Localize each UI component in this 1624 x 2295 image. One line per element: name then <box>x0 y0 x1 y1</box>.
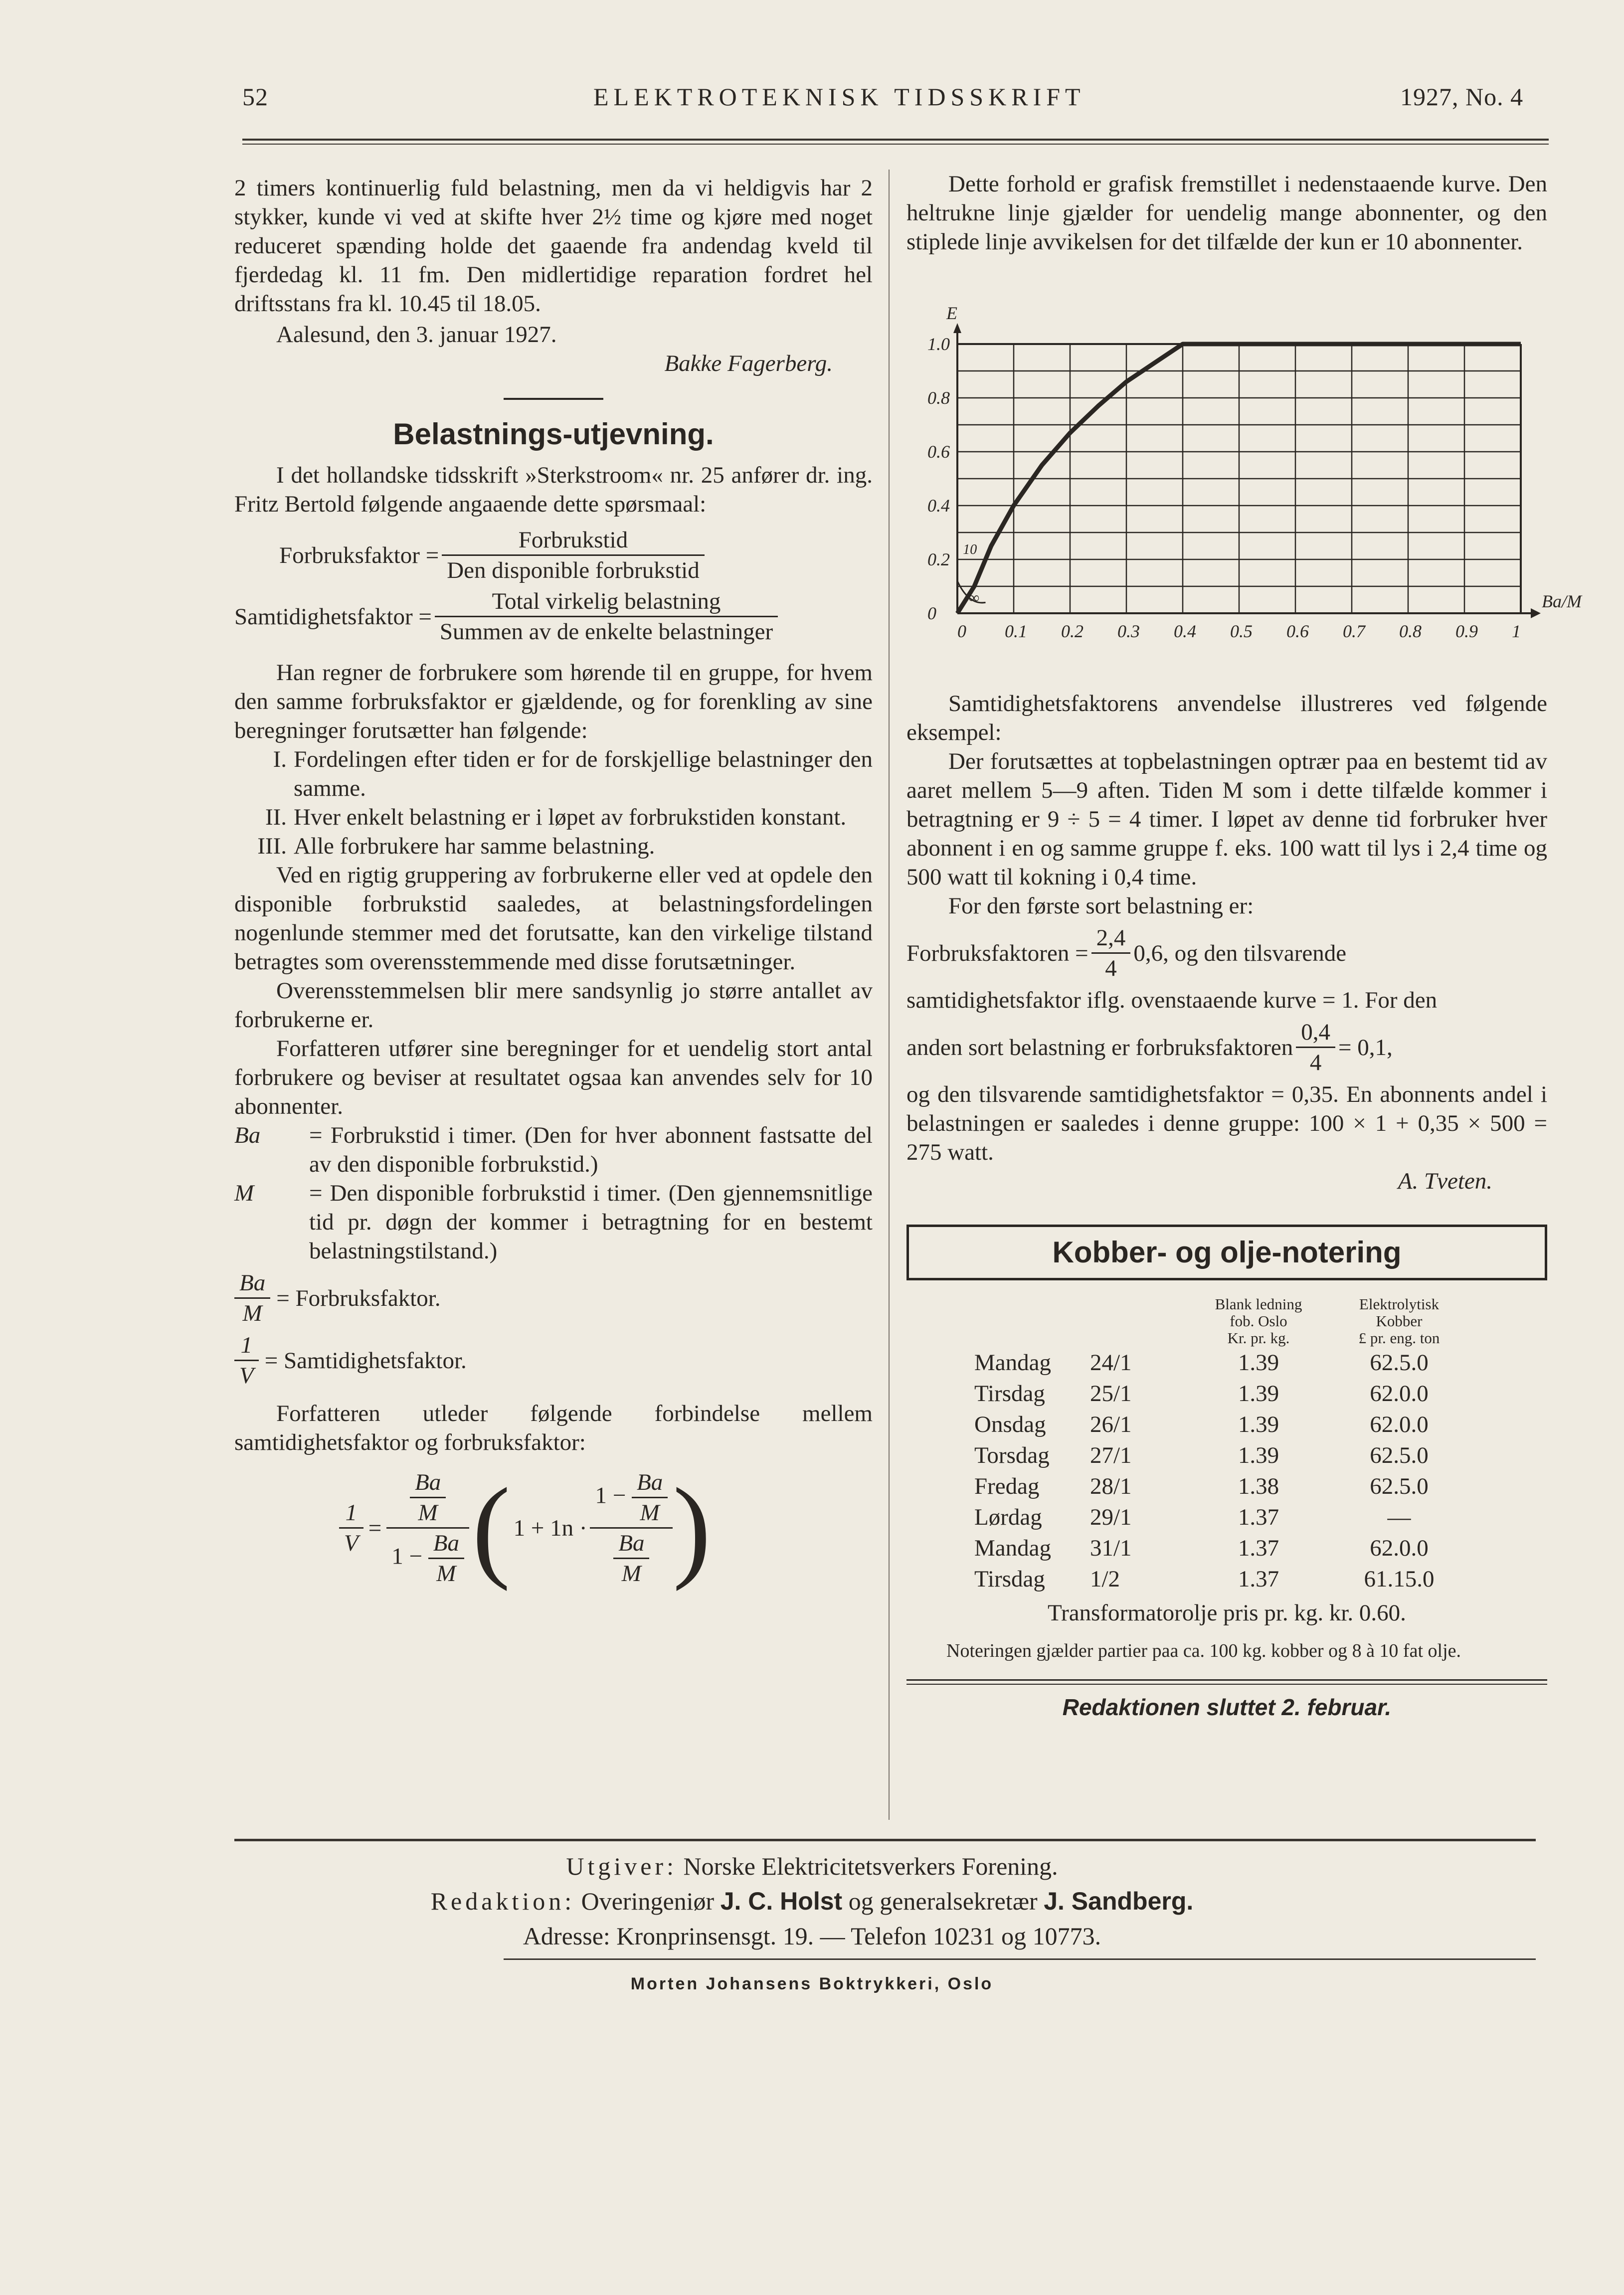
date-cell: 24/1 <box>1090 1350 1132 1376</box>
numerator <box>590 1468 673 1527</box>
day-cell: Torsdag <box>974 1442 1050 1468</box>
x-tick-label: 0.3 <box>1117 621 1140 641</box>
date-cell: 27/1 <box>1090 1442 1132 1468</box>
example-equation-2 <box>906 1018 1547 1077</box>
numerator <box>386 1468 469 1527</box>
copper-oil-box-title: Kobber- og olje-notering <box>906 1225 1547 1280</box>
editor-name: J. C. Holst <box>720 1887 843 1915</box>
day-cell: Mandag <box>974 1350 1052 1376</box>
numerator: 1 <box>345 1500 358 1526</box>
article-paragraph: For den første sort belastning er: <box>948 893 1254 919</box>
publisher-line <box>0 1849 1624 1884</box>
fraction-outer <box>386 1468 469 1588</box>
fraction-lhs <box>339 1498 363 1558</box>
date-cell: 31/1 <box>1090 1535 1132 1561</box>
closing-note: Redaktionen sluttet 2. februar. <box>1062 1694 1392 1720</box>
definition-symbol: M <box>234 1180 254 1206</box>
equals-sign: = <box>368 1515 382 1541</box>
day-cell: Lørdag <box>974 1504 1042 1530</box>
y-tick-label: 1.0 <box>927 334 950 354</box>
table-header-row <box>974 1295 1472 1347</box>
definition-text: = Forbruksfaktor. <box>276 1285 441 1311</box>
article-paragraph: Forfatteren utfører sine beregninger for et uendelig stort antal forbrukere og beviser at resultatet ogsaa kan anvendes selv for 10 abonnenter. <box>234 1036 873 1119</box>
denominator <box>590 1527 673 1588</box>
price-cell: 1.39 <box>1238 1350 1279 1376</box>
editor-line <box>0 1884 1624 1919</box>
price-cell: 1.38 <box>1238 1473 1279 1499</box>
numerator: Ba <box>618 1530 645 1556</box>
signature: Bakke Fagerberg. <box>664 351 833 376</box>
date-cell: 28/1 <box>1090 1473 1132 1499</box>
example-equation-1 <box>906 923 1547 983</box>
fraction <box>1296 1018 1335 1077</box>
section-divider <box>504 398 603 400</box>
formula-forbruksfaktor <box>279 526 873 585</box>
definition-text: = Den disponible forbrukstid i timer. (Den gjennemsnitlige tid pr. døgn der kommer i betragtning for en bestemt belastningstilstand.) <box>309 1180 873 1264</box>
numerator: Ba <box>433 1530 459 1556</box>
journal-title: ELEKTROTEKNISK TIDSSKRIFT <box>593 83 1085 111</box>
y-tick-label: 0.2 <box>927 549 950 569</box>
list-text: Hver enkelt belastning er i løpet av forbrukstiden konstant. <box>294 804 847 830</box>
table-row <box>974 1471 1472 1502</box>
definition-ba <box>234 1121 873 1179</box>
price-cell: 62.5.0 <box>1370 1442 1429 1468</box>
address-label: Adresse: <box>523 1922 610 1950</box>
price-cell: 1.37 <box>1238 1504 1279 1530</box>
article-paragraph: og den tilsvarende samtidighetsfaktor = 0,35. En abonnents andel i belastningen er saaledes i denne gruppe: 100 × 1 + 0,35 × 500 = 275 watt. <box>906 1081 1547 1165</box>
table-row <box>974 1564 1472 1594</box>
article-paragraph: Han regner de forbrukere som hørende til en gruppe, for hvem den samme forbruksfaktor er gjældende, og for forenkling av sine beregninger forutsætter han følgende: <box>234 660 873 743</box>
denominator: Den disponible forbrukstid <box>442 554 705 585</box>
price-cell: 62.5.0 <box>1370 1350 1429 1376</box>
fraction-outer <box>590 1468 673 1588</box>
issue-label: 1927, No. 4 <box>1400 83 1524 111</box>
closing-rule-thin <box>906 1684 1547 1685</box>
publisher-label: Utgiver: <box>566 1852 677 1880</box>
list-label: II. <box>265 804 287 830</box>
editor-label: Redaktion: <box>430 1887 575 1915</box>
column-divider <box>889 170 890 1820</box>
one-plus-ln: 1 + 1n · <box>513 1515 587 1541</box>
one-minus: 1 − <box>391 1543 422 1570</box>
denominator: 4 <box>1091 952 1131 983</box>
numerator: Total virkelig belastning <box>492 588 721 614</box>
fraction <box>435 587 778 646</box>
fraction-inner <box>632 1468 668 1527</box>
eq-post: 0,6, og den tilsvarende <box>1133 940 1347 966</box>
article-paragraph: Dette forhold er grafisk fremstillet i nedenstaaende kurve. Den heltrukne linje gjælder for uendelig mange abonnenter, og den stiplede linje avvikelsen for det tilfælde der kun er 10 abonnenter. <box>906 171 1547 255</box>
y-tick-label: 0 <box>927 603 936 623</box>
numerator: 1 <box>240 1332 253 1358</box>
formula-samtidighetsfaktor <box>234 587 873 646</box>
fraction <box>1091 923 1131 983</box>
curve-label: 10 <box>963 542 977 558</box>
price-cell: 62.0.0 <box>1370 1535 1429 1561</box>
x-tick-label: 0.2 <box>1061 621 1083 641</box>
denominator: M <box>428 1558 464 1588</box>
price-cell: 1.39 <box>1238 1412 1279 1437</box>
notering-note: Noteringen gjælder partier paa ca. 100 kg. kobber og 8 à 10 fat olje. <box>946 1640 1461 1661</box>
denominator: V <box>339 1527 363 1558</box>
denominator: Summen av de enkelte belastninger <box>435 616 778 646</box>
numerator: 0,4 <box>1301 1019 1330 1045</box>
table-row <box>974 1378 1472 1409</box>
big-paren-right: ) <box>673 1464 711 1591</box>
publisher: Norske Elektricitetsverkers Forening. <box>683 1852 1058 1880</box>
fraction-inner <box>613 1529 649 1588</box>
header-rule-thin <box>242 144 1549 145</box>
right-column <box>906 170 1547 256</box>
definition-text: = Samtidighetsfaktor. <box>264 1347 467 1374</box>
denominator <box>386 1527 469 1588</box>
y-axis-label: E <box>946 303 957 323</box>
section-title: Belastnings-utjevning. <box>393 417 714 451</box>
day-cell: Tirsdag <box>974 1381 1045 1407</box>
list-label: III. <box>257 833 287 859</box>
numerator: 2,4 <box>1096 925 1126 951</box>
definition-samtidighetsfaktor <box>234 1331 873 1390</box>
numerator: Ba <box>637 1469 663 1495</box>
eq-pre: Forbruksfaktoren = <box>906 940 1088 966</box>
printer-credit: Morten Johansens Boktrykkeri, Oslo <box>630 1974 994 1993</box>
eq-post: = 0,1, <box>1338 1034 1393 1060</box>
chart <box>906 299 1582 663</box>
fraction <box>442 526 705 585</box>
oil-price: Transformatorolje pris pr. kg. kr. 0.60. <box>1048 1600 1406 1626</box>
footer-rule-bottom <box>504 1958 1536 1960</box>
denominator: 4 <box>1296 1047 1335 1077</box>
definition-forbruksfaktor <box>234 1268 873 1328</box>
eq-pre: anden sort belastning er forbruksfaktoren <box>906 1034 1293 1060</box>
denominator: V <box>234 1360 259 1390</box>
signature: A. Tveten. <box>1398 1168 1492 1194</box>
day-cell: Fredag <box>974 1473 1040 1499</box>
list-item <box>234 745 873 803</box>
article-paragraph: Forfatteren utleder følgende forbindelse mellem samtidighetsfaktor og forbruksfaktor: <box>234 1401 873 1455</box>
article-paragraph: Overensstemmelsen blir mere sandsynlig jo større antallet av forbrukerne er. <box>234 978 873 1033</box>
definition-text: = Forbrukstid i timer. (Den for hver abonnent fastsatte del av den disponible forbrukstid.) <box>309 1122 873 1177</box>
numerator: Ba <box>239 1270 266 1296</box>
day-cell: Tirsdag <box>974 1566 1045 1592</box>
article-paragraph: Ved en rigtig gruppering av forbrukerne eller ved at opdele den disponible forbrukstid saaledes, at belastningsfordelingen nogenlunde stemmer med det forutsatte, kan den virkelige tilstand betragtes som overensstemmende med disse forutsætninger. <box>234 862 873 975</box>
list-item <box>234 832 873 861</box>
formula-label: Samtidighetsfaktor = <box>234 603 432 630</box>
price-cell: 1.39 <box>1238 1381 1279 1407</box>
list-text: Fordelingen efter tiden er for de forskjellige belastninger den samme. <box>294 746 873 801</box>
article-paragraph: Samtidighetsfaktorens anvendelse illustreres ved følgende eksempel: <box>906 691 1547 745</box>
article-paragraph: samtidighetsfaktor iflg. ovenstaaende kurve = 1. For den <box>906 987 1438 1013</box>
definition-symbol: Ba <box>234 1122 261 1148</box>
editor-name: J. Sandberg. <box>1044 1887 1194 1915</box>
day-cell: Onsdag <box>974 1412 1046 1437</box>
price-cell: 61.15.0 <box>1364 1566 1435 1592</box>
y-tick-label: 0.6 <box>927 442 950 462</box>
denominator: M <box>234 1297 270 1328</box>
place-date: Aalesund, den 3. januar 1927. <box>276 322 557 348</box>
article-paragraph: Der forutsættes at topbelastningen optrær paa en bestemt tid av aaret mellem 5—9 aften. Tiden M som i dette tilfælde kommer i betragtning er 9 ÷ 5 = 4 timer. I løpet av denne tid forbruker hver abonnent i en og samme gruppe f. eks. 100 watt til lys i 2,4 time og 500 watt til kokning i 0,4 time. <box>906 748 1547 890</box>
intro-paragraph: 2 timers kontinuerlig fuld belastning, men da vi heldigvis har 2 stykker, kunde vi ved at skifte hver 2½ time og kjøre med noget reduceret spænding holde det gaaende fra andendag kveld til fjerdedag kl. 11 fm. Den midlertidige reparation fordret hel driftsstans fra kl. 10.45 til 18.05. <box>234 175 873 317</box>
list-text: Alle forbrukere har samme belastning. <box>294 833 655 859</box>
list-item <box>234 803 873 832</box>
column-header: Blank ledning fob. Oslo Kr. pr. kg. <box>1215 1295 1302 1347</box>
denominator: M <box>410 1497 446 1527</box>
x-axis-arrow <box>1531 608 1541 618</box>
numerator: Forbrukstid <box>518 527 628 553</box>
day-cell: Mandag <box>974 1535 1052 1561</box>
header-rule <box>242 139 1549 141</box>
x-tick-label: 0.7 <box>1343 621 1365 641</box>
footer-rule <box>234 1839 1536 1841</box>
big-paren-left: ( <box>472 1464 511 1591</box>
column-header: Elektrolytisk Kobber £ pr. eng. ton <box>1358 1295 1440 1347</box>
table-row <box>974 1347 1472 1378</box>
formula-label: Forbruksfaktor = <box>279 542 439 568</box>
one-minus: 1 − <box>595 1482 626 1509</box>
table-row <box>974 1409 1472 1440</box>
numerator: Ba <box>414 1469 441 1495</box>
curve-label: ∞ <box>968 589 979 606</box>
x-tick-label: 0.4 <box>1174 621 1196 641</box>
price-cell: 1.37 <box>1238 1566 1279 1592</box>
editor-mid: og generalsekretær <box>848 1887 1038 1915</box>
closing-rule <box>906 1679 1547 1681</box>
date-cell: 1/2 <box>1090 1566 1120 1592</box>
fraction <box>234 1268 270 1328</box>
main-formula <box>339 1464 873 1591</box>
denominator: M <box>613 1558 649 1588</box>
copper-price-table <box>974 1295 1472 1594</box>
date-cell: 25/1 <box>1090 1381 1132 1407</box>
x-tick-label: 0 <box>957 621 966 641</box>
date-cell: 26/1 <box>1090 1412 1132 1437</box>
y-tick-label: 0.8 <box>927 388 950 408</box>
list-label: I. <box>273 746 287 772</box>
editor-pre: Overingeniør <box>581 1887 715 1915</box>
y-axis-arrow <box>953 323 961 333</box>
date-cell: 29/1 <box>1090 1504 1132 1530</box>
page-number: 52 <box>242 83 268 111</box>
address-line <box>0 1919 1624 1953</box>
fraction-inner <box>410 1468 446 1527</box>
y-tick-label: 0.4 <box>927 496 950 516</box>
x-axis-label: Ba/M <box>1542 591 1582 611</box>
table-row <box>974 1440 1472 1471</box>
x-tick-label: 0.9 <box>1455 621 1478 641</box>
right-column-continued <box>906 689 1547 1722</box>
address: Kronprinsensgt. 19. — Telefon 10231 og 10773. <box>616 1922 1101 1950</box>
price-cell: 62.0.0 <box>1370 1412 1429 1437</box>
table-row <box>974 1533 1472 1564</box>
left-column <box>234 174 873 1591</box>
x-tick-label: 0.6 <box>1286 621 1309 641</box>
x-tick-label: 0.1 <box>1005 621 1027 641</box>
denominator: M <box>632 1497 668 1527</box>
price-cell: — <box>1387 1504 1411 1530</box>
article-paragraph: I det hollandske tidsskrift »Sterkstroom« nr. 25 anfører dr. ing. Fritz Bertold følgende angaaende dette spørsmaal: <box>234 462 873 517</box>
fraction <box>234 1331 259 1390</box>
definition-m <box>234 1179 873 1265</box>
x-tick-label: 0.5 <box>1230 621 1253 641</box>
price-cell: 62.0.0 <box>1370 1381 1429 1407</box>
table-row <box>974 1502 1472 1533</box>
x-tick-label: 1 <box>1512 621 1521 641</box>
price-cell: 1.39 <box>1238 1442 1279 1468</box>
price-cell: 1.37 <box>1238 1535 1279 1561</box>
price-cell: 62.5.0 <box>1370 1473 1429 1499</box>
x-tick-label: 0.8 <box>1399 621 1422 641</box>
fraction-inner <box>428 1529 464 1588</box>
